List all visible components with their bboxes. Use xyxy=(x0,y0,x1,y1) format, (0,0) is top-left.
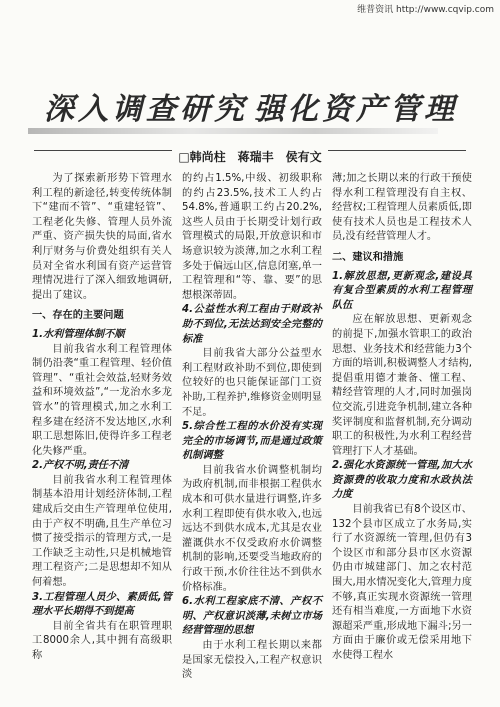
subheading: 1.解放思想,更新观念,建设具有复合型素质的水利工程管理队伍 xyxy=(332,270,472,311)
title-part1: 深入调查研究 xyxy=(44,92,248,127)
subheading: 1.水利管理体制不顺 xyxy=(32,328,125,340)
text-column-1 xyxy=(32,172,172,664)
text-column-2 xyxy=(182,172,322,683)
watermark-text: 维普资讯 http://www.cqvip.com xyxy=(357,5,494,15)
title-part2: 强化资产管理 xyxy=(254,92,458,127)
paragraph: 的约占1.5%,中级、初级职称的约占23.5%,技术工人约占54.8%,普通职工约占20.2%,这些人员由于长期受计划行政管理模式的局限,开放意识和市场意识较为淡薄,加之水利工程多处于偏远山区,信息闭塞,单一工程管理和“等、靠、要”的思想根深蒂固。 xyxy=(182,173,322,301)
paragraph: 目前我省已有8个设区市、132个县市区成立了水务局,实行了水资源统一管理,但仍有3个设区市和部分县市区水资源仍由市城建部门、加之农村范围大,用水情况变化大,管理力度不够,真正实现水资源统一管理还有相当难度,一方面地下水资源超采严重,形成地下漏斗;另一方面由于廉价或无偿采用地下水使得工程水 xyxy=(332,504,472,661)
paragraph: 薄;加之长期以来的行政干预使得水利工程管理没有自主权、经营权;工程管理人员素质低,即使有技术人员也是工程技术人员,没有经营管理人才。 xyxy=(332,173,472,243)
paragraph: 为了探索新形势下管理水利工程的新途径,转变传统体制下“建而不管”、“重建轻管”、工程老化失修、管理人员外流严重、资产损失快的局面,省水利厅财务与价费处组织有关人员对全省水利国有资产运营管理情况进行了深入细致地调研,提出了建议。 xyxy=(32,173,172,301)
author-line xyxy=(0,146,500,165)
article-title xyxy=(44,84,464,127)
subheading: 6.水利工程家底不清、产权不明、产权意识淡薄,未树立市场经营管理的思想 xyxy=(182,596,322,637)
section-heading: 一、存在的主要问题 xyxy=(32,310,124,322)
paragraph: 目前全省共有在职管理职工8000余人,其中拥有高级职称 xyxy=(32,620,172,661)
paragraph: 目前我省水利工程管理体制仍沿袭“重工程管理、轻价值管理”、“重社会效益,轻财务效益和环境效益”,“一龙治水多龙管水”的管理模式,加之水利工程多建在经济不发达地区,水利职工思想陈旧,使得许多工程老化失修严重。 xyxy=(32,343,172,457)
subheading: 4.公益性水利工程由于财政补助不到位,无法达到安全完整的标准 xyxy=(182,304,322,345)
section-heading: 二、建议和措施 xyxy=(332,251,404,263)
subheading: 2.产权不明,责任不清 xyxy=(32,460,129,472)
subheading: 5.综合性工程的水价没有实现完全的市场调节,而是通过政策机制调整 xyxy=(182,421,322,462)
subheading: 3.工程管理人员少、素质低,管理水平长期得不到提高 xyxy=(32,591,172,618)
decorative-band xyxy=(28,128,438,134)
paragraph: 由于水利工程长期以来都是国家无偿投入,工程产权意识淡 xyxy=(182,640,322,681)
text-column-3 xyxy=(332,172,472,664)
paragraph: 目前我省水价调整机制均为政府机制,而非根据工程供水成本和可供水量进行调整,许多水利工程即使有供水收入,也远远达不到供水成本,尤其是农业灌溉供水不仅受政府水价调整机制的影响,还要受当地政府的行政干预,水价往往达不到供水价格标准。 xyxy=(182,464,322,593)
authors-text: □韩尚柱 蒋瑞丰 侯有文 xyxy=(172,150,327,164)
subheading: 2.强化水资源统一管理,加大水资源费的收取力度和水政执法力度 xyxy=(332,460,472,501)
paragraph: 应在解放思想、更新观念的前提下,加强水管职工的政治思想、业务技术和经营能力3个方面的培训,积极调整人才结构,提倡重用德才兼备、懂工程、精经营管理的人才,同时加强岗位交流,引进竞争机制,建立各种奖评制度和监督机制,充分调动职工的积极性,为水利工程经营管理打下人才基础。 xyxy=(332,314,472,457)
paragraph: 目前我省水利工程管理体制基本沿用计划经济体制,工程建成后交由生产管理单位使用,由于产权不明确,且生产单位习惯了接受指示的管理方式,一是工作缺乏主动性,只是机械地管理工程资产;二是思想却不知从何着想。 xyxy=(32,474,172,589)
paragraph: 目前我省大部分公益型水利工程财政补助不到位,即使到位较好的也只能保证部门工资补助,工程养护,维修资金则明显不足。 xyxy=(182,348,322,418)
